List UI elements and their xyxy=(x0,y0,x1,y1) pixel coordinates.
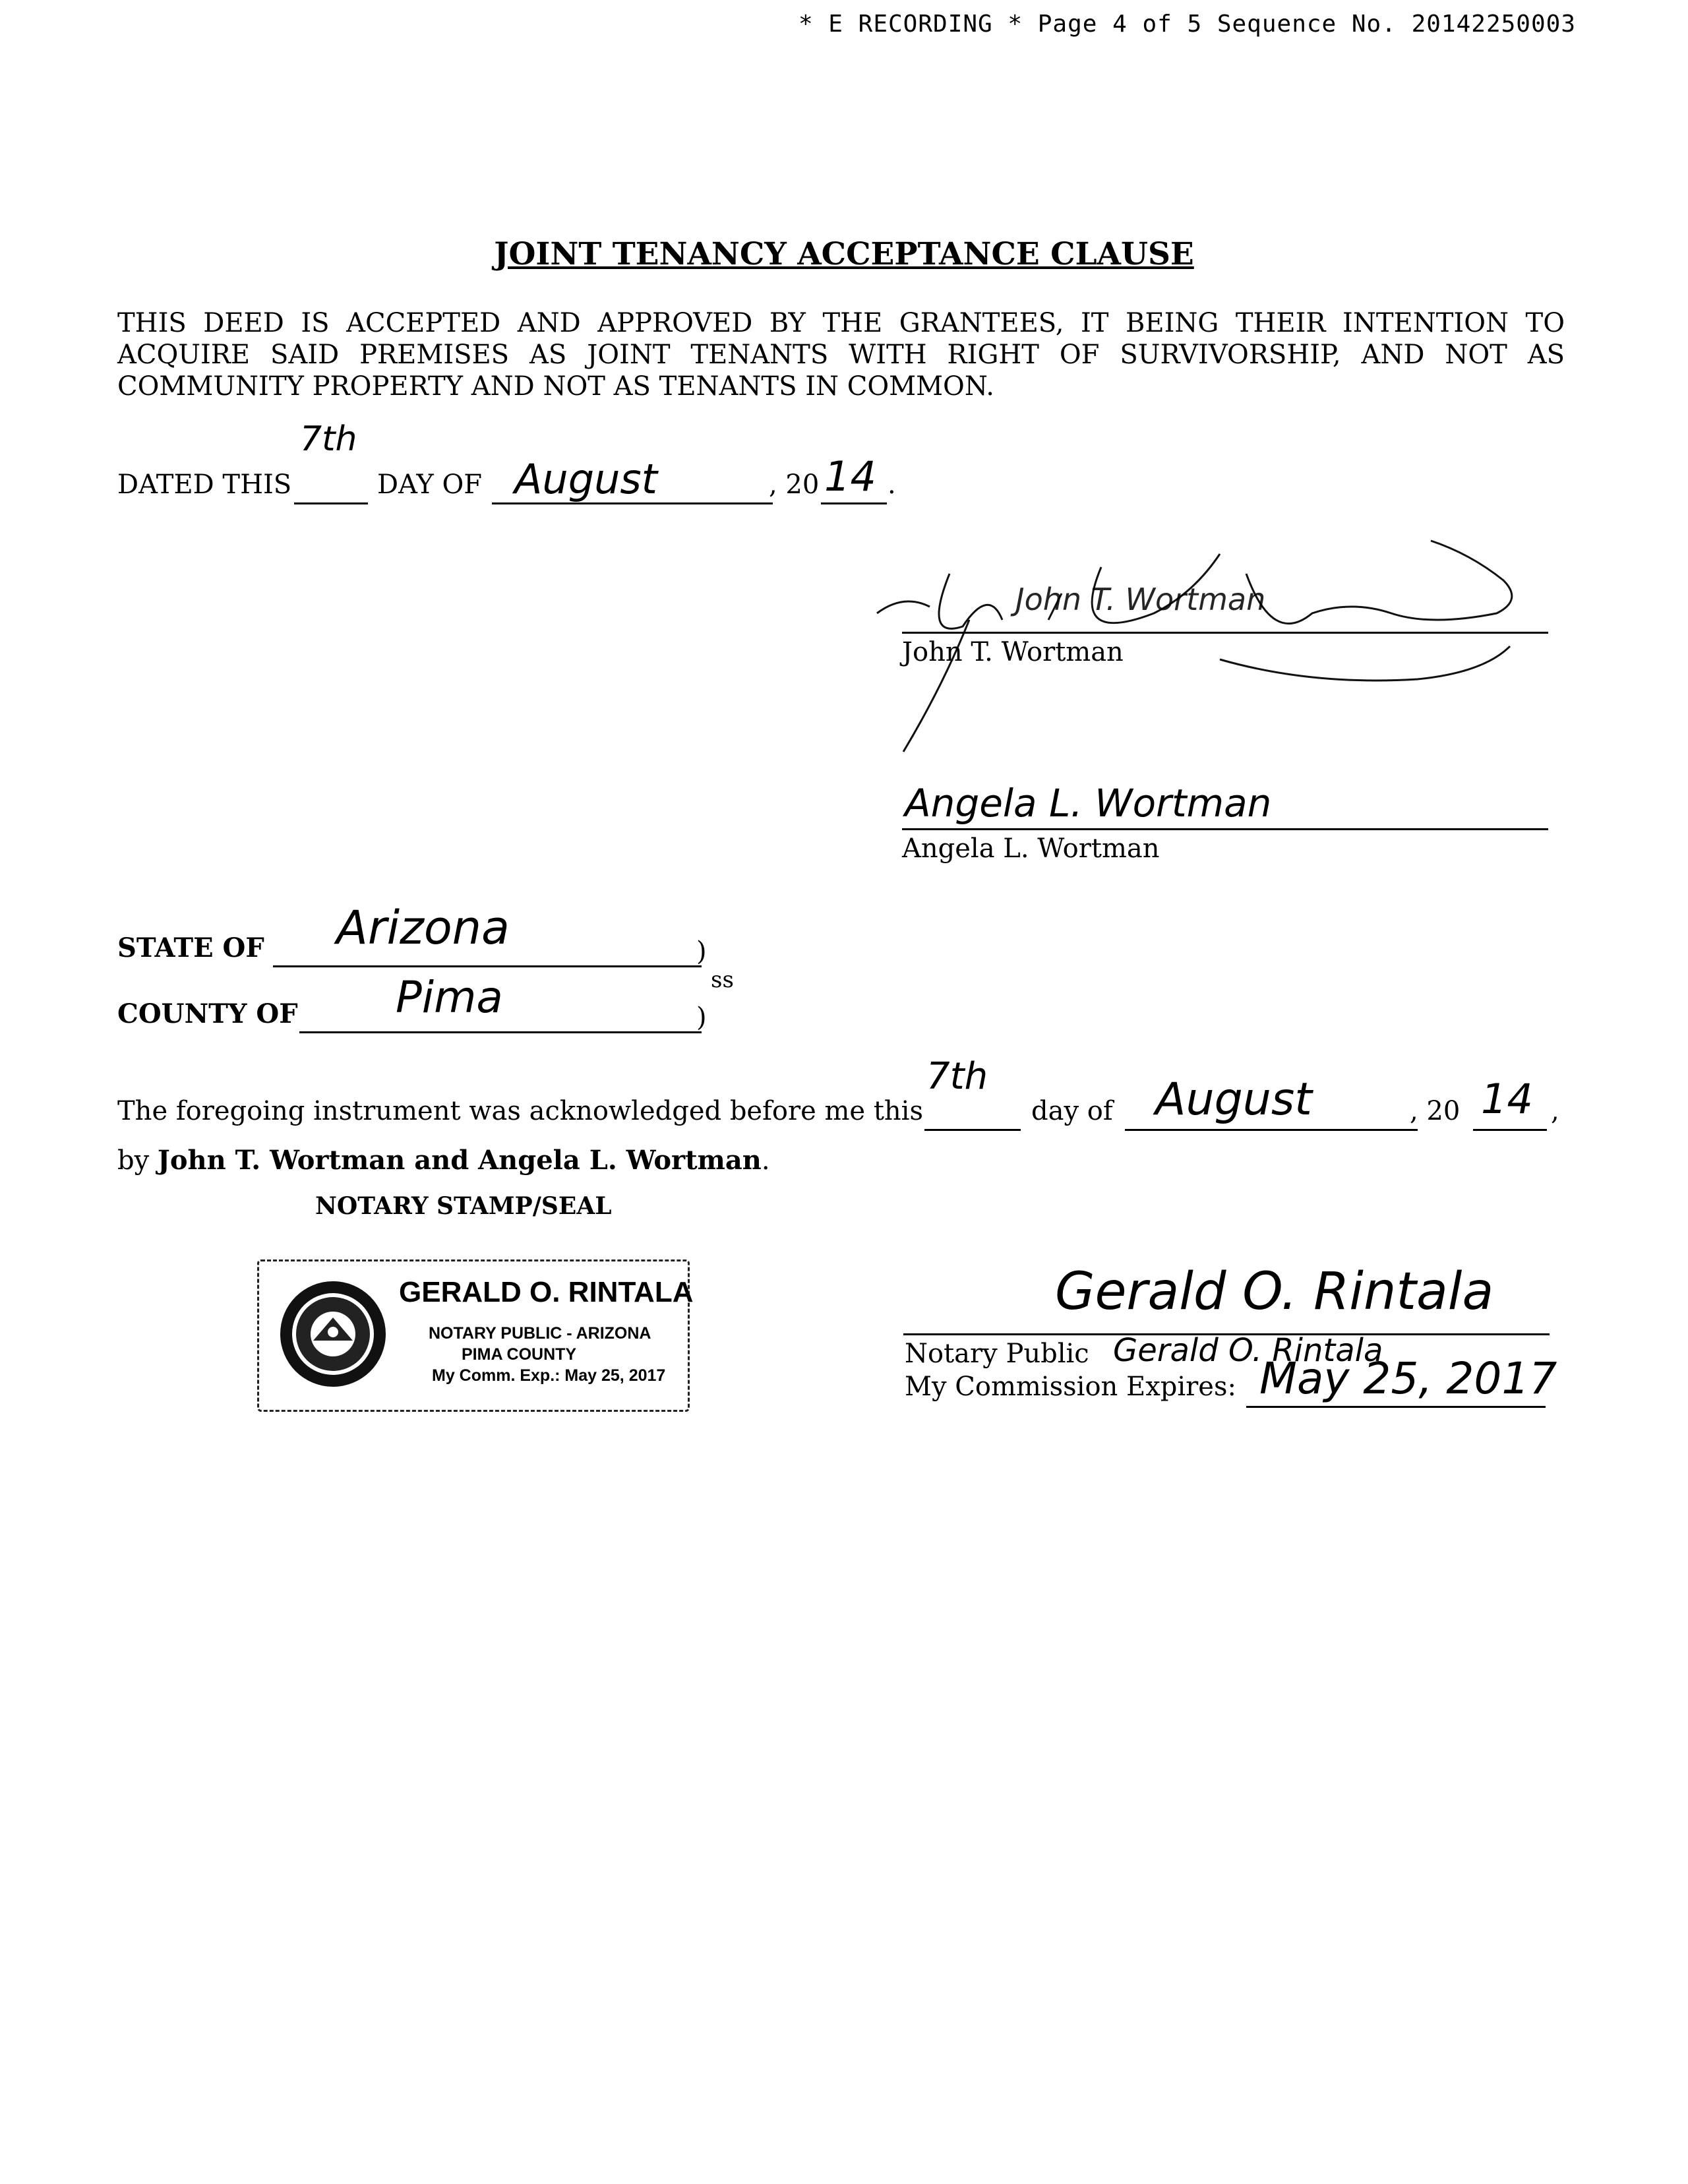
dated-this-label: DATED THIS xyxy=(117,470,292,500)
dated-month-handwritten: August xyxy=(514,455,657,503)
angela-wortman-signature: Angela L. Wortman xyxy=(905,781,1272,826)
dated-period: . xyxy=(888,470,896,500)
county-handwritten: Pima xyxy=(396,972,503,1023)
commission-expires-handwritten: May 25, 2017 xyxy=(1259,1353,1557,1404)
document-title: JOINT TENANCY ACCEPTANCE CLAUSE xyxy=(494,236,1194,272)
seal-line-3: My Comm. Exp.: May 25, 2017 xyxy=(432,1366,666,1385)
acceptance-clause-text: THIS DEED IS ACCEPTED AND APPROVED BY THE GRANTEES, IT BEING THEIR INTENTION TO ACQUIRE SAID PREMISES AS JOINT TENANTS WITH RIGHT OF SURVIVORSHIP, AND NOT AS COMMUNITY PROPERTY AND NOT AS TENANTS IN COMMON. xyxy=(117,308,1565,402)
state-paren: ) xyxy=(696,936,707,967)
arizona-state-seal-icon xyxy=(277,1278,389,1390)
notary-signature: Gerald O. Rintala xyxy=(1055,1262,1494,1321)
state-of-label: STATE OF xyxy=(117,932,264,963)
angela-wortman-signature-line[interactable] xyxy=(902,828,1548,830)
by-names: John T. Wortman and Angela L. Wortman xyxy=(157,1145,762,1176)
angela-wortman-name: Angela L. Wortman xyxy=(902,834,1160,864)
by-line xyxy=(117,1145,770,1176)
by-prefix: by xyxy=(117,1145,150,1176)
ack-year-handwritten: 14 xyxy=(1481,1075,1533,1123)
seal-line-1: NOTARY PUBLIC - ARIZONA xyxy=(429,1324,651,1343)
notary-printed-name: Gerald O. Rintala xyxy=(1113,1332,1383,1369)
dated-day-blank[interactable] xyxy=(294,483,368,504)
county-of-label: COUNTY OF xyxy=(117,998,298,1029)
seal-line-2: PIMA COUNTY xyxy=(462,1345,577,1364)
state-handwritten: Arizona xyxy=(336,901,510,955)
ack-day-of-label: day of xyxy=(1031,1096,1113,1126)
ack-month-handwritten: August xyxy=(1155,1074,1312,1126)
recording-header: * E RECORDING * Page 4 of 5 Sequence No. 20142250003 xyxy=(798,11,1576,38)
by-period: . xyxy=(761,1145,770,1176)
ack-year-prefix: , 20 xyxy=(1410,1096,1461,1126)
john-wortman-name: John T. Wortman xyxy=(902,637,1124,667)
notary-public-label: Notary Public xyxy=(905,1339,1089,1369)
dated-year-handwritten: 14 xyxy=(824,452,876,501)
ack-comma: , xyxy=(1551,1096,1559,1126)
dated-year-prefix: , 20 xyxy=(769,470,820,500)
john-wortman-signature-line[interactable] xyxy=(902,632,1548,634)
ack-day-handwritten: 7th xyxy=(926,1055,988,1098)
ack-day-blank[interactable] xyxy=(924,1109,1021,1131)
seal-notary-name: GERALD O. RINTALA xyxy=(399,1276,694,1308)
acknowledgment-text: The foregoing instrument was acknowledged before me this xyxy=(117,1096,923,1126)
county-paren: ) xyxy=(696,1002,707,1033)
ss-label: ss xyxy=(711,967,734,993)
dated-day-handwritten: 7th xyxy=(300,419,357,459)
commission-expires-label: My Commission Expires: xyxy=(905,1372,1236,1402)
john-wortman-signature: John T. Wortman xyxy=(1015,582,1266,617)
notary-stamp-label: NOTARY STAMP/SEAL xyxy=(315,1192,612,1220)
dated-day-of-label: DAY OF xyxy=(377,470,483,500)
